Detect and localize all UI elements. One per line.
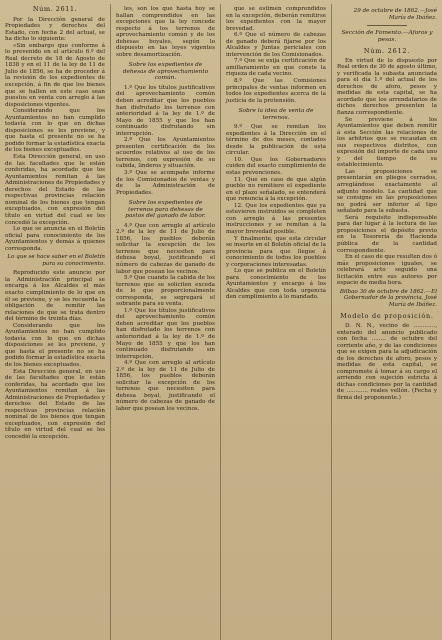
paragraph: Por la Dirección general de Propiedades y derechos del Estado, con fecha 2 del actual, se ha dicho lo siguiente: bbox=[5, 16, 105, 43]
model-title: Modelo de proposición. bbox=[340, 312, 434, 321]
paragraph: 1.º Que los títulos justificativos del aprovechamiento común deben acreditar que los pueblos han disfrutado los terrenos con anterioridad á la ley de 1.º de Mayo de 1855 y que los han continuado disfrutando sin interrupción. bbox=[116, 307, 215, 360]
paragraph: Lo que se anuncia en el Boletín oficial para conocimiento de los Ayuntamientos y demás á quienes corresponda. bbox=[5, 226, 105, 252]
paragraph: En virtud de lo dispuesto por Real orden de 30 de agosto último, y verificada la subasta anunciada para el día 1.º del actual de los derechos de aforo, pesos y medidas de esta capital, se ha acordado que los arrendatarios de dichos derechos presenten la fianza correspondiente. bbox=[337, 57, 437, 117]
paragraph: Las proposiciones se presentarán en pliegos cerrados, arreglándose exactamente al adjunto modelo. La cantidad que se consigne en las proposiciones no podrá ser inferior al tipo señalado para la subasta. bbox=[337, 168, 437, 215]
paragraph: 7.º Que se exija certificación de amillaramiento en que conste la riqueza de cada vecino. bbox=[226, 58, 326, 78]
paragraph: 12. Que los expedientes que ya estuvieren instruidos se completen con arreglo á las presentes instrucciones y se remitan á la mayor brevedad posible. bbox=[226, 202, 326, 235]
paragraph: Reproducido este anuncio por la Administración principal se encarga á los Alcaldes el más exacto cumplimiento de lo que en él se previene, y se les recuerda la obligación de remitir las relaciones de que se trata dentro del término de treinta días. bbox=[5, 270, 105, 323]
paragraph: 3.º Que se acompañe informe de los Comisionados de ventas y de la Administración de Propiedades. bbox=[116, 169, 215, 196]
paragraph: Se previene á los Ayuntamientos que deben remitir á esta Sección las relaciones de los arbitrios que se recaudan en sus respectivos distritos, con expresión del importe de cada uno y del tiempo de su establecimiento. bbox=[337, 116, 437, 169]
column-1 bbox=[0, 0, 110, 640]
column-2 bbox=[111, 0, 220, 640]
signature-line: Bilbao 30 de octubre de 1862.—El Gobernador de la provincia, José María de Ibáñez. bbox=[339, 288, 437, 308]
column-4 bbox=[332, 0, 442, 640]
paragraph: les, son los que hasta hoy se hallan comprendidos en las excepciones que la ley concede respecto á los terrenos de aprovechamiento común y de los dehesas boyales, según lo dispuesto en las leyes vigentes sobre desamortización. bbox=[116, 6, 215, 58]
separator-rule bbox=[367, 25, 407, 26]
column-3 bbox=[221, 0, 331, 640]
paragraph: 2.º Que los Ayuntamientos presenten certificación de los acuerdos relativos al uso de los terrenos, con expresión de su cabida, linderos y situación. bbox=[116, 137, 215, 170]
paragraph: D. N. N., vecino de ............, enterado del anuncio publicado con fecha ........ de octubre del corriente año, y de las condiciones que se exigen para la adjudicación de los derechos de aforo, pesos y medidas de esta capital, se compromete á tomar á su cargo el arriendo con sujeción estricta á dichas condiciones por la cantidad de ............ reales vellón. (Fecha y firma del proponente.) bbox=[337, 322, 437, 401]
paragraph: 8.º Que las Comisiones principales de ventas informen en todos los expedientes acerca de la justicia de la pretensión. bbox=[226, 78, 326, 104]
section-heading: Sección de Fomento.—Aforos y pesas. bbox=[341, 30, 433, 43]
paragraph: «Sin embargo que conforme á lo prevenido en el artículo 6.º del Real decreto de 18 de Agosto de 1838 y en el 11 de la ley de 11 de Julio de 1856, se ha de proceder á la revisión de los expedientes de excepción, á fin de que los bienes que se hallen en este caso sean puestos en venta con arreglo á las disposiciones vigentes. bbox=[5, 42, 105, 108]
paragraph: Será requisito indispensable para dar lugar á la lectura de las proposiciones el depósito previo en la Tesorería de Hacienda pública de la cantidad correspondiente. bbox=[337, 214, 437, 254]
paragraph: En el caso de que resulten dos ó más proposiciones iguales, se celebrará acto seguido una licitación entre sus autores por espacio de media hora. bbox=[337, 254, 437, 287]
section-heading: Sobre los expedientes de dehesas de aprovechamiento común. bbox=[122, 62, 209, 82]
paragraph: que se estimen comprendidos en la excepción, deberán remitirse los expedientes con la mayor brevedad. bbox=[226, 6, 326, 32]
paragraph: 11. Que en caso de que algún pueblo no remitiere el expediente en el plazo señalado, se entenderá que renuncia á la excepción. bbox=[226, 176, 326, 203]
paragraph: 9.º Que se remitan los expedientes á la Dirección en el término de dos meses, contados desde la publicación de esta circular. bbox=[226, 124, 326, 157]
paragraph: Lo que se publica en el Boletín para conocimiento de los Ayuntamientos y encargo á los Alcaldes que con toda urgencia den cumplimiento á lo mandado. bbox=[226, 268, 326, 301]
paragraph: Considerando que los Ayuntamientos no han cumplido todavía con lo que en dichas disposiciones se les previene, y que hasta el presente no se ha podido formar la estadística exacta de los bienes exceptuados. bbox=[5, 322, 105, 368]
paragraph: 4.º Que con arreglo al artículo 2.º de la ley de 11 de Julio de 1856, los pueblos deberán solicitar la excepción de los terrenos que necesiten para dehesa boyal, justificando el número de cabezas de ganado de labor que posean los vecinos. bbox=[116, 360, 215, 412]
section-heading: Sobre los expedientes de terrenos para dehesas de pastos del ganado de labor. bbox=[125, 200, 206, 220]
section-heading: Sobre la idea de venta de terrenos. bbox=[238, 108, 314, 121]
announcement-number: Núm. 2611. bbox=[32, 5, 78, 13]
paragraph: 1.º Que los títulos justificativos del aprovechamiento común deben acreditar que los pueblos han disfrutado los terrenos con anterioridad á la ley de 1.º de Mayo de 1855 y que los han continuado disfrutando sin interrupción. bbox=[116, 84, 215, 137]
date-signature: 29 de octubre de 1862.—José María de Ibáñez. bbox=[353, 8, 437, 21]
paragraph: Considerando que los Ayuntamientos no han cumplido todavía con lo que en dichas disposiciones se les previene, y que hasta el presente no se ha podido formar la estadística exacta de los bienes exceptuados. bbox=[5, 108, 105, 154]
paragraph: Esta Dirección general, en uso de las facultades que le están conferidas, ha acordado que los Ayuntamientos remitan á las Administraciones de Propiedades y derechos del Estado de las respectivas provincias relación nominal de los bienes que tengan exceptuados, con expresión del título en virtud del cual se les concedió la excepción. bbox=[5, 154, 105, 226]
paragraph: Esta Dirección general, en uso de las facultades que le están conferidas, ha acordado que los Ayuntamientos remitan á las Administraciones de Propiedades y derechos del Estado de las respectivas provincias relación nominal de los bienes que tengan exceptuados, con expresión del título en virtud del cual se les concedió la excepción. bbox=[5, 368, 105, 440]
signature-line: Lo que se hace saber en el Boletín para su conocimiento. bbox=[7, 254, 105, 267]
paragraph: 10. Que los Gobernadores cuiden del exacto cumplimiento de estas prevenciones. bbox=[226, 156, 326, 177]
paragraph: Y finalmente, que esta circular se inserte en el Boletín oficial de la provincia para que llegue á conocimiento de todos los pueblos y corporaciones interesadas. bbox=[226, 235, 326, 268]
paragraph: 6.º Que el número de cabezas de ganado deberá fijarse por los Alcaldes y Juntas periciales con intervención de los Comisionados. bbox=[226, 32, 326, 58]
announcement-number: Núm. 2612. bbox=[363, 47, 411, 56]
paragraph: 4.º Que con arreglo al artículo 2.º de la ley de 11 de Julio de 1856, los pueblos deberán solicitar la excepción de los terrenos que necesiten para dehesa boyal, justificando el número de cabezas de ganado de labor que posean los vecinos. bbox=[116, 222, 215, 275]
paragraph: 5.º Que cuando la cabida de los terrenos que se soliciten exceda de lo que proporcionalmente corresponda, se segregará el sobrante para su venta. bbox=[116, 275, 215, 308]
